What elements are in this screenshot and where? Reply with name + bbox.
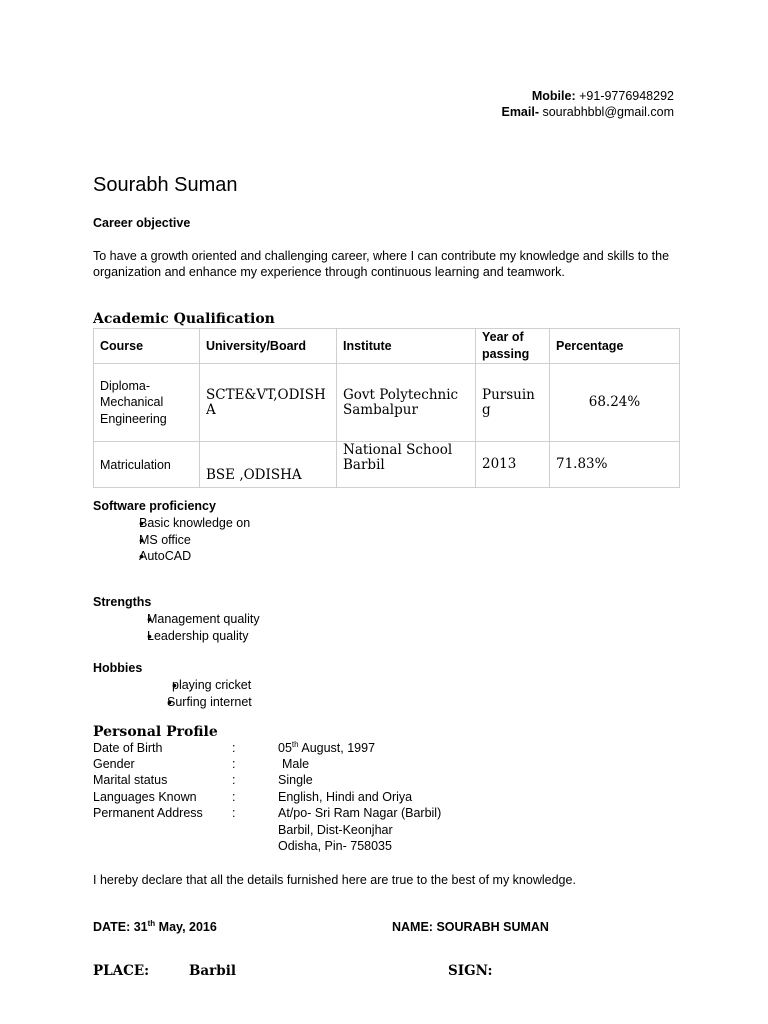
dob-day: 05: [278, 741, 292, 755]
header-course: Course: [94, 329, 200, 364]
colon: :: [232, 806, 236, 820]
career-text: To have a growth oriented and challenging career, where I can contribute my knowledge and skills to the organization and enhance my experience through continuous learning and teamwork.: [93, 249, 670, 279]
profile-gender-row: [93, 757, 593, 774]
profile-address-row: [93, 806, 593, 823]
dob-label: Date of Birth: [93, 741, 163, 755]
table-header-row: [94, 329, 680, 364]
list-item: • Leadership quality: [147, 628, 260, 645]
table-row: [94, 442, 680, 488]
candidate-name: Sourabh Suman: [93, 174, 238, 196]
dob-rest: August, 1997: [298, 741, 376, 755]
list-item: • Surfing internet: [167, 694, 252, 711]
language-value: English, Hindi and Oriya: [278, 790, 413, 804]
colon: :: [232, 741, 236, 755]
profile-address-row-2: [93, 823, 593, 840]
course-cell: Diploma-Mechanical Engineering: [94, 364, 200, 442]
header-percentage: Percentage: [550, 329, 680, 364]
strengths-list: [147, 611, 260, 644]
date-line: [93, 920, 217, 934]
name-signature-line: NAME: SOURABH SUMAN: [392, 920, 549, 934]
email-line: [501, 104, 674, 120]
institute-cell: Govt Polytechnic Sambalpur: [337, 364, 476, 442]
profile-dob-row: [93, 741, 593, 758]
strengths-heading: Strengths: [93, 595, 152, 609]
gender-label: Gender: [93, 757, 135, 771]
address-line: At/po- Sri Ram Nagar (Barbil): [278, 806, 442, 820]
course-cell: Matriculation: [94, 442, 200, 488]
colon: :: [232, 773, 236, 787]
address-label: Permanent Address: [93, 806, 203, 820]
place-label: PLACE:: [93, 963, 150, 979]
software-list: [139, 515, 250, 565]
address-line: Odisha, Pin- 758035: [278, 839, 392, 853]
dob-suffix: th: [291, 739, 299, 749]
mobile-value: +91-9776948292: [579, 89, 674, 103]
date-rest: May, 2016: [155, 920, 217, 934]
header-year: Year of passing: [476, 329, 550, 364]
date-suffix: th: [147, 918, 156, 928]
mobile-line: [532, 88, 674, 104]
percentage-cell: 68.24%: [550, 364, 680, 442]
place-value: Barbil: [189, 963, 236, 979]
address-line: Barbil, Dist-Keonjhar: [278, 823, 393, 837]
institute-cell: National School Barbil: [337, 442, 476, 488]
header-university: University/Board: [200, 329, 337, 364]
list-item: • Basic knowledge on: [139, 515, 250, 532]
marital-value: Single: [278, 773, 313, 787]
profile-heading: Personal Profile: [93, 724, 218, 740]
hobbies-heading: Hobbies: [93, 661, 143, 675]
list-item: • MS office: [139, 532, 250, 549]
mobile-label: Mobile:: [531, 89, 576, 103]
marital-label: Marital status: [93, 773, 168, 787]
list-item: • AutoCAD: [139, 548, 250, 565]
profile-language-row: [93, 790, 593, 807]
colon: :: [232, 790, 236, 804]
software-heading: Software proficiency: [93, 499, 216, 513]
percentage-cell: 71.83%: [550, 442, 680, 488]
email-label: Email-: [501, 105, 539, 119]
board-cell: SCTE&VT,ODISHA: [200, 364, 337, 442]
language-label: Languages Known: [93, 790, 197, 804]
header-institute: Institute: [337, 329, 476, 364]
profile-address-row-3: [93, 839, 593, 856]
dob-value: [278, 741, 375, 755]
hobbies-list: [167, 677, 252, 710]
table-row: [94, 364, 680, 442]
year-cell: Pursuing: [476, 364, 550, 442]
year-cell: 2013: [476, 442, 550, 488]
academic-heading: Academic Qualification: [93, 311, 275, 327]
board-cell: BSE ,ODISHA: [200, 442, 337, 488]
colon: :: [232, 757, 236, 771]
email-value: sourabhbbl@gmail.com: [542, 105, 674, 119]
date-label: DATE: 31: [93, 920, 148, 934]
career-heading: Career objective: [93, 216, 191, 230]
list-item: • Management quality: [147, 611, 260, 628]
declaration-text: I hereby declare that all the details furnished here are true to the best of my knowledge.: [93, 873, 576, 887]
sign-label: SIGN:: [448, 963, 493, 979]
academic-table: [93, 328, 680, 488]
gender-value: Male: [282, 757, 310, 771]
profile-marital-row: [93, 773, 593, 790]
list-item: • playing cricket: [167, 677, 252, 694]
